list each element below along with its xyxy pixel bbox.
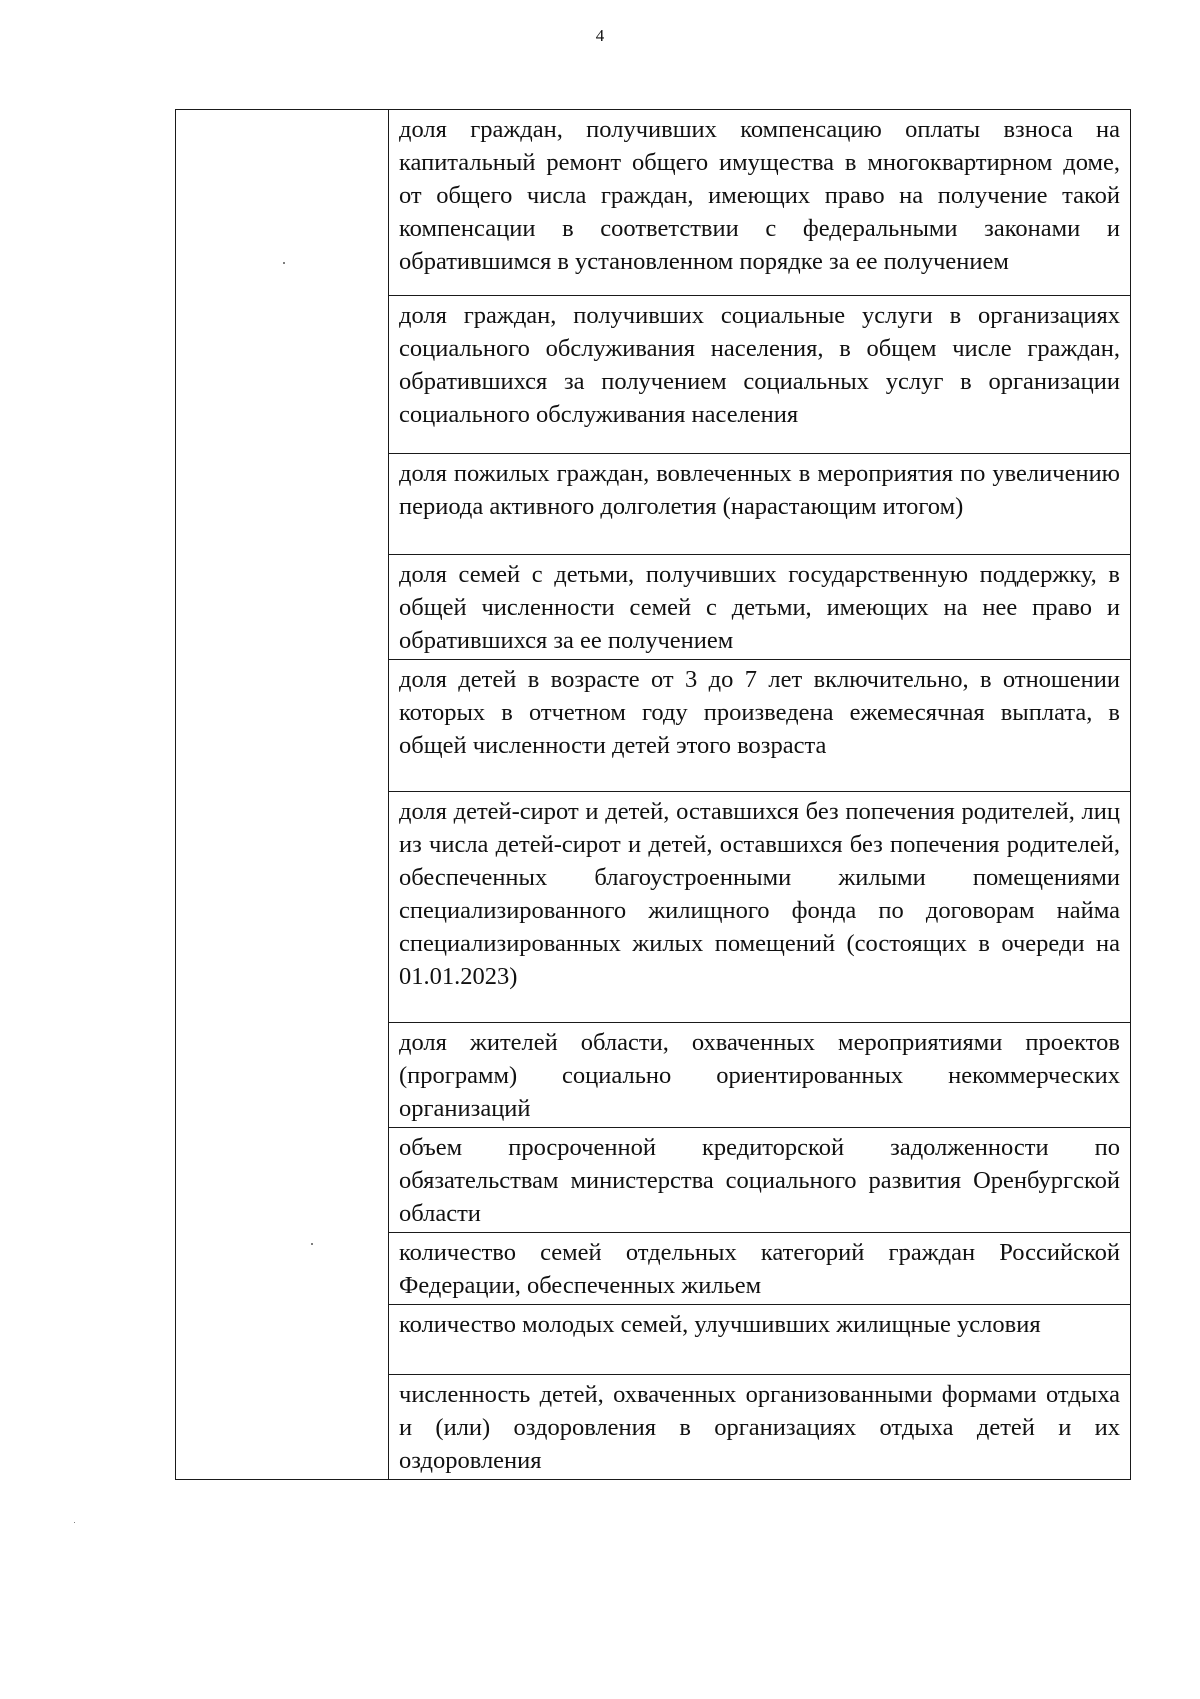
- indicator-cell: [389, 296, 1131, 454]
- indicator-text: объем просроченной кредиторской задолженности по обязательствам министерства социального развития Оренбургской области: [399, 1134, 1120, 1227]
- indicator-cell: [389, 110, 1131, 296]
- table-row: [176, 110, 1131, 296]
- indicator-cell: [389, 1233, 1131, 1305]
- indicator-cell: [389, 555, 1131, 660]
- indicator-cell: [389, 1305, 1131, 1375]
- indicator-text: доля пожилых граждан, вовлеченных в мероприятия по увеличению периода активного долголетия (нарастающим итогом): [399, 460, 1120, 520]
- indicator-cell: [389, 1375, 1131, 1480]
- indicator-cell: [389, 660, 1131, 792]
- indicator-cell: [389, 1128, 1131, 1233]
- page-number: 4: [595, 26, 605, 45]
- indicator-text: доля детей-сирот и детей, оставшихся без попечения родителей, лиц из числа детей-сирот и детей, оставшихся без попечения родителей, обеспеченных благоустроенными жилыми помещениями специализированного жилищного фонда по договорам найма специализированных жилых помещений (состоящих в очереди на 01.01.2023): [399, 798, 1120, 990]
- scan-speck: [311, 1243, 313, 1245]
- indicator-cell: [389, 1023, 1131, 1128]
- indicator-text: количество семей отдельных категорий граждан Российской Федерации, обеспеченных жильем: [399, 1239, 1120, 1299]
- indicator-text: доля граждан, получивших компенсацию оплаты взноса на капитальный ремонт общего имущества в многоквартирном доме, от общего числа граждан, имеющих право на получение такой компенсации в соответствии с федеральными законами и обратившимся в установленном порядке за ее получением: [399, 116, 1120, 275]
- indicator-cell: [389, 454, 1131, 555]
- indicator-text: доля детей в возрасте от 3 до 7 лет включительно, в отношении которых в отчетном году произведена ежемесячная выплата, в общей численности детей этого возраста: [399, 666, 1120, 759]
- indicator-table: [175, 109, 1131, 1480]
- indicator-text: количество молодых семей, улучшивших жилищные условия: [399, 1311, 1041, 1338]
- indicator-cell: [389, 792, 1131, 1023]
- indicator-text: доля семей с детьми, получивших государственную поддержку, в общей численности семей с детьми, имеющих на нее право и обратившихся за ее получением: [399, 561, 1120, 654]
- indicator-text: доля жителей области, охваченных мероприятиями проектов (программ) социально ориентированных некоммерческих организаций: [399, 1029, 1120, 1122]
- empty-left-cell: [176, 110, 389, 1480]
- scan-speck: [283, 262, 285, 264]
- indicator-text: численность детей, охваченных организованными формами отдыха и (или) оздоровления в организациях отдыха детей и их оздоровления: [399, 1381, 1120, 1474]
- scan-speck: [74, 1522, 75, 1523]
- indicator-text: доля граждан, получивших социальные услуги в организациях социального обслуживания населения, в общем числе граждан, обратившихся за получением социальных услуг в организации социального обслуживания населения: [399, 302, 1120, 428]
